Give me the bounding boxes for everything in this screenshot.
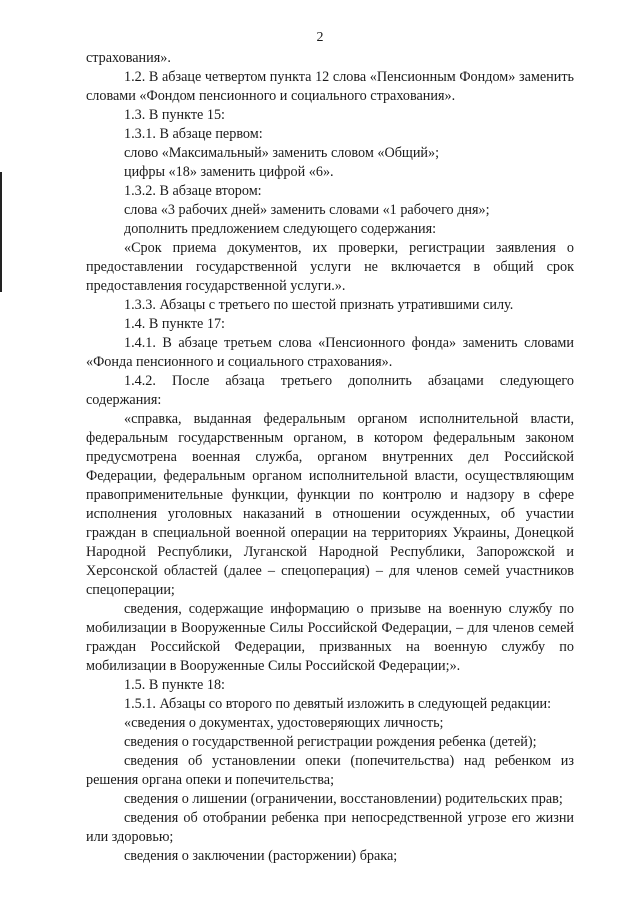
paragraph: «справка, выданная федеральным органом исполнительной власти, федеральным государственным органом, в котором федеральным законом предусмотрена военная служба, органом внутренних дел Российской Федерации, федеральным органом исполнительной власти, осуществляющим правоприменительные функции, функции по контролю и надзору в сфере исполнения уголовных наказаний в отношении осужденных, об участии граждан в специальной военной операции на территориях Украины, Донецкой Народной Республики, Луганской Народной Республики, Запорожской и Херсонской областей (далее – спецоперация) – для членов семей участников спецоперации; — [86, 411, 574, 598]
paragraph: 1.3.2. В абзаце втором: — [124, 183, 262, 199]
paragraph: страхования». — [86, 50, 171, 66]
paragraph: сведения о заключении (расторжении) брака; — [124, 848, 398, 864]
paragraph: дополнить предложением следующего содержания: — [124, 221, 437, 237]
document-body — [86, 49, 574, 866]
paragraph: «сведения о документах, удостоверяющих личность; — [124, 715, 444, 731]
paragraph: «Срок приема документов, их проверки, регистрации заявления о предоставлении государственной услуги не включается в общий срок предоставления государственной услуги.». — [86, 240, 574, 294]
paragraph: 1.4. В пункте 17: — [124, 316, 225, 332]
paragraph: сведения, содержащие информацию о призыве на военную службу по мобилизации в Вооруженные Силы Российской Федерации, – для членов семей граждан Российской Федерации, призванных на военную службу по мобилизации в Вооруженные Силы Российской Федерации;». — [86, 601, 574, 674]
paragraph: 1.5. В пункте 18: — [124, 677, 225, 693]
page-number: 2 — [316, 30, 324, 45]
paragraph: 1.3.1. В абзаце первом: — [124, 126, 263, 142]
paragraph: 1.4.2. После абзаца третьего дополнить абзацами следующего содержания: — [86, 373, 574, 408]
paragraph: цифры «18» заменить цифрой «6». — [124, 164, 334, 180]
paragraph: сведения о государственной регистрации рождения ребенка (детей); — [124, 734, 537, 750]
paragraph: 1.5.1. Абзацы со второго по девятый изложить в следующей редакции: — [124, 696, 552, 712]
paragraph: сведения об отобрании ребенка при непосредственной угрозе его жизни или здоровью; — [86, 810, 574, 845]
paragraph: сведения о лишении (ограничении, восстановлении) родительских прав; — [124, 791, 563, 807]
paragraph: 1.3.3. Абзацы с третьего по шестой признать утратившими силу. — [124, 297, 514, 313]
paragraph: 1.3. В пункте 15: — [124, 107, 225, 123]
scan-edge-mark — [0, 172, 2, 292]
paragraph: сведения об установлении опеки (попечительства) над ребенком из решения органа опеки и попечительства; — [86, 753, 574, 788]
paragraph: 1.2. В абзаце четвертом пункта 12 слова «Пенсионным Фондом» заменить словами «Фондом пенсионного и социального страхования». — [86, 69, 574, 104]
paragraph: слово «Максимальный» заменить словом «Общий»; — [124, 145, 440, 161]
paragraph: 1.4.1. В абзаце третьем слова «Пенсионного фонда» заменить словами «Фонда пенсионного и социального страхования». — [86, 335, 574, 370]
paragraph: слова «3 рабочих дней» заменить словами «1 рабочего дня»; — [124, 202, 490, 218]
